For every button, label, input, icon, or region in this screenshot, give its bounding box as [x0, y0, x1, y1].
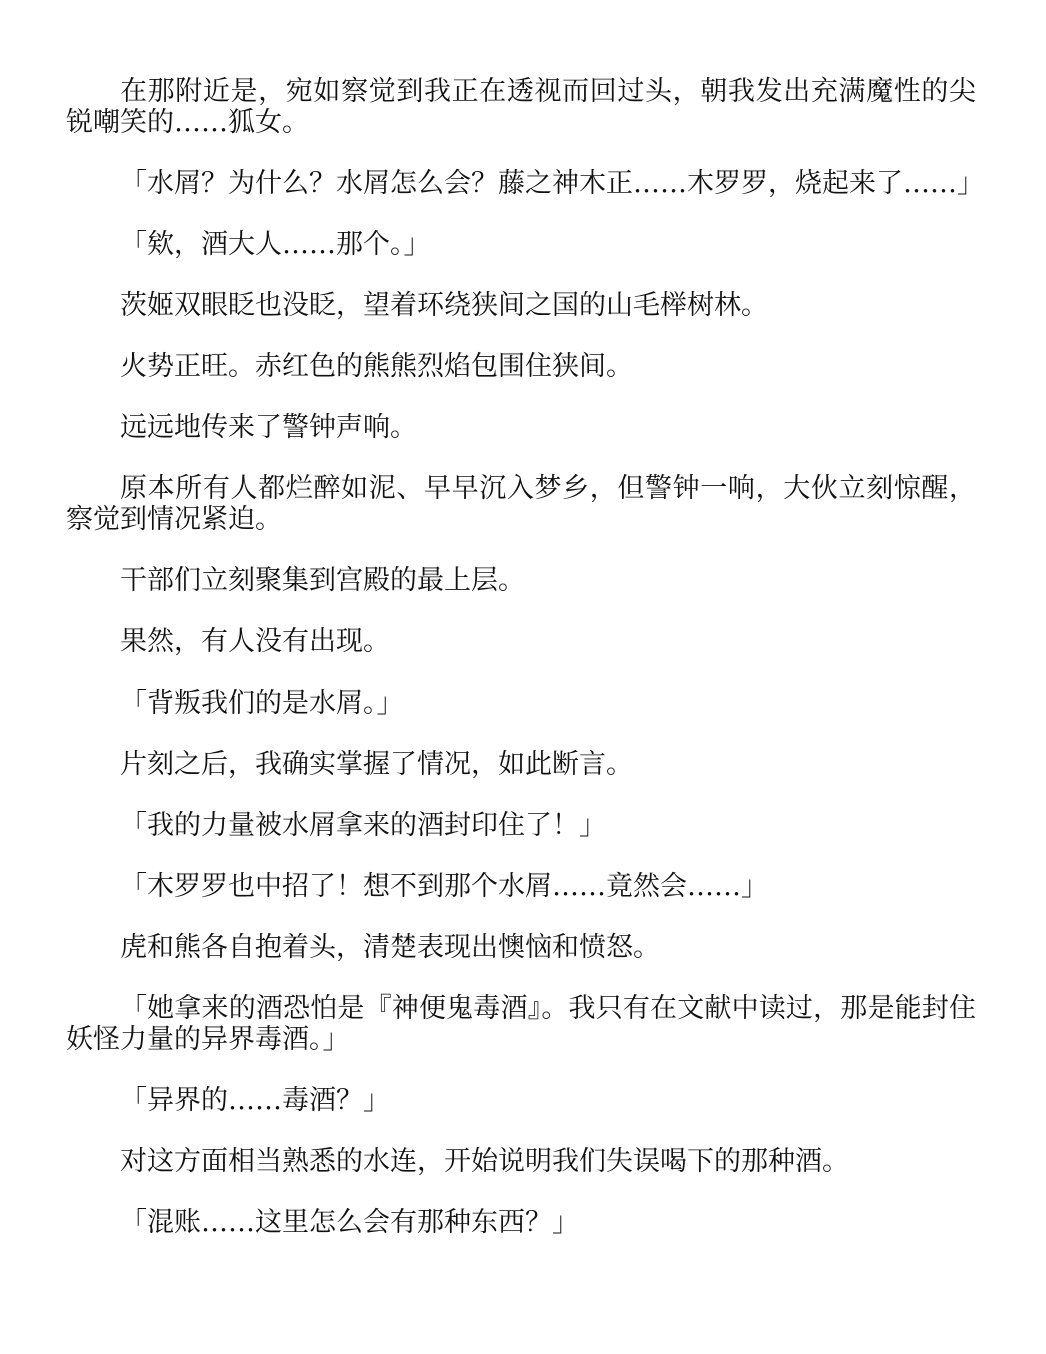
paragraph: 原本所有人都烂醉如泥、早早沉入梦乡，但警钟一响，大伙立刻惊醒，察觉到情况紧迫。: [66, 473, 976, 536]
paragraph: 对这方面相当熟悉的水连，开始说明我们失误喝下的那种酒。: [120, 1145, 849, 1177]
paragraph: 「水屑？为什么？水屑怎么会？藤之神木正……木罗罗，烧起来了……」: [120, 168, 984, 200]
paragraph: 「我的力量被水屑拿来的酒封印住了！」: [120, 809, 606, 841]
document-page: [66, 76, 984, 1268]
paragraph: 茨姬双眼眨也没眨，望着环绕狭间之国的山毛榉树林。: [120, 290, 768, 322]
paragraph: 干部们立刻聚集到宫殿的最上层。: [120, 565, 525, 597]
paragraph: 远远地传来了警钟声响。: [120, 412, 417, 444]
paragraph: 虎和熊各自抱着头，清楚表现出懊恼和愤怒。: [120, 931, 660, 963]
paragraph: 「异界的……毒酒？」: [120, 1084, 390, 1116]
paragraph: 「她拿来的酒恐怕是『神便鬼毒酒』。我只有在文献中读过，那是能封住妖怪力量的异界毒酒。」: [66, 992, 976, 1055]
paragraph: 「欸，酒大人……那个。」: [120, 229, 431, 261]
paragraph: 在那附近是，宛如察觉到我正在透视而回过头，朝我发出充满魔性的尖锐嘲笑的……狐女。: [66, 76, 976, 139]
paragraph: 片刻之后，我确实掌握了情况，如此断言。: [120, 748, 633, 780]
paragraph: 果然，有人没有出现。: [120, 626, 390, 658]
paragraph: 火势正旺。赤红色的熊熊烈焰包围住狭间。: [120, 351, 633, 383]
paragraph: 「背叛我们的是水屑。」: [120, 687, 404, 719]
paragraph: 「木罗罗也中招了！想不到那个水屑……竟然会……」: [120, 870, 768, 902]
paragraph: 「混账……这里怎么会有那种东西？」: [120, 1206, 579, 1238]
